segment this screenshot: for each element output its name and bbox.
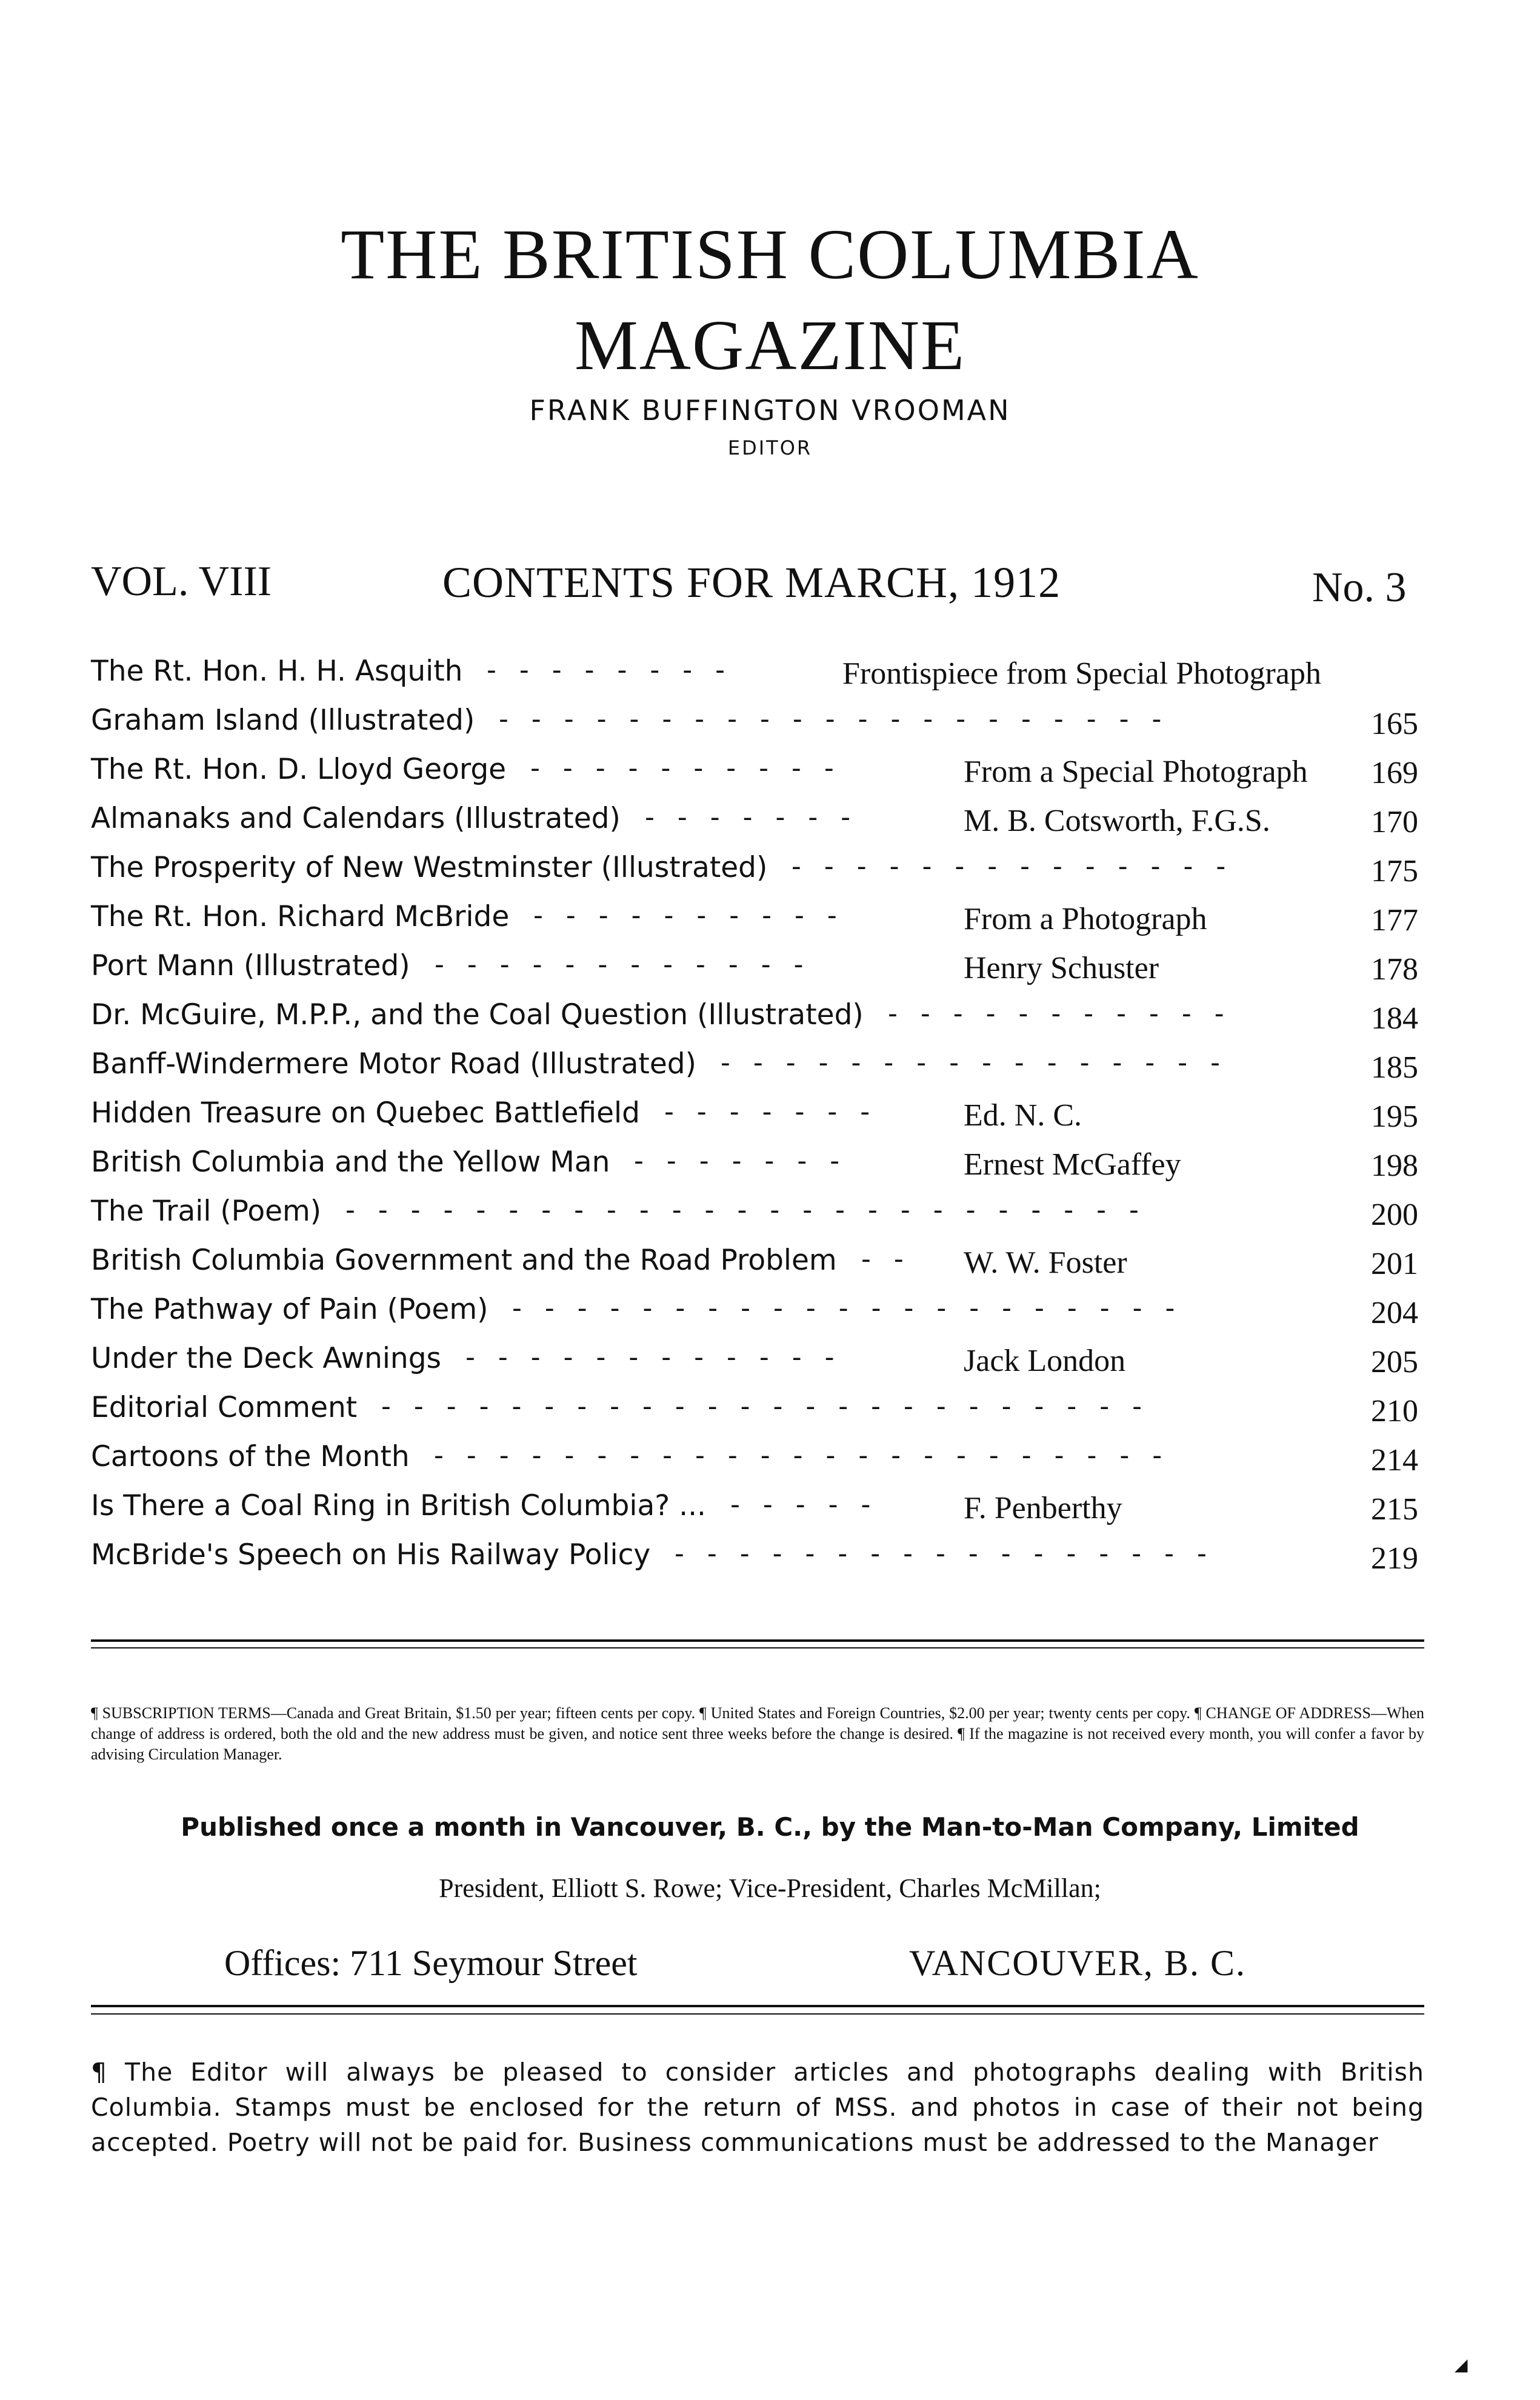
- toc-entry: [91, 1047, 1418, 1096]
- toc-entry-page: 177: [1371, 903, 1418, 938]
- toc-entry-author: Ed. N. C.: [964, 1098, 1082, 1133]
- toc-entry-page: 169: [1371, 756, 1418, 790]
- toc-entry: [91, 1489, 1418, 1538]
- toc-entry: [91, 1342, 1418, 1390]
- toc-leader: ---------------------: [499, 704, 1185, 735]
- toc-entry-page: 175: [1371, 854, 1418, 888]
- toc-entry-page: 170: [1371, 805, 1418, 839]
- toc-entry: [91, 900, 1418, 948]
- toc-entry-page: 195: [1371, 1099, 1418, 1134]
- toc-leader: -----: [730, 1489, 894, 1520]
- toc-entry-title: The Rt. Hon. D. Lloyd George: [91, 753, 507, 786]
- divider-bottom-thick: [91, 2005, 1424, 2007]
- toc-leader: ------------------------: [381, 1391, 1165, 1422]
- toc-entry-page: 205: [1371, 1345, 1418, 1379]
- toc-entry-author: Jack London: [964, 1344, 1126, 1378]
- toc-leader: -----------------------: [434, 1440, 1185, 1471]
- toc-entry-title: The Prosperity of New Westminster (Illustrated): [91, 851, 768, 884]
- toc-entry-author: Henry Schuster: [964, 951, 1159, 985]
- toc-entry-title: The Rt. Hon. Richard McBride: [91, 900, 510, 933]
- toc-entry-title: Dr. McGuire, M.P.P., and the Coal Question (Illustrated): [91, 998, 864, 1032]
- editor-role: EDITOR: [727, 436, 813, 459]
- toc-entry-author: F. Penberthy: [964, 1491, 1122, 1525]
- toc-entry-author: W. W. Foster: [964, 1245, 1127, 1280]
- toc-entry-title: Hidden Treasure on Quebec Battlefield: [91, 1096, 640, 1130]
- editor-name: FRANK BUFFINGTON VROOMAN: [529, 394, 1011, 427]
- toc-entry-title: Graham Island (Illustrated): [91, 704, 475, 737]
- toc-entry-title: British Columbia and the Yellow Man: [91, 1145, 610, 1179]
- toc-leader: -------------------------: [345, 1195, 1162, 1225]
- toc-entry: [91, 1195, 1418, 1243]
- contents-heading: CONTENTS FOR MARCH, 1912: [442, 558, 1061, 607]
- toc-entry-title: Banff-Windermere Motor Road (Illustrated): [91, 1047, 696, 1081]
- toc-entry-author: From a Photograph: [964, 902, 1207, 936]
- toc-entry: [91, 802, 1418, 850]
- toc-entry-page: 214: [1371, 1443, 1418, 1478]
- toc-leader: -------: [645, 802, 874, 833]
- toc-entry-page: 200: [1371, 1198, 1418, 1232]
- toc-leader: --------------: [792, 851, 1249, 882]
- volume-label: VOL. VIII: [91, 558, 272, 605]
- divider-bottom-thin: [91, 2013, 1424, 2015]
- divider-top-thin: [91, 1647, 1424, 1648]
- toc-leader: ------------: [435, 949, 827, 980]
- offices-address: Offices: 711 Seymour Street: [224, 1943, 638, 1983]
- toc-entry-author: M. B. Cotsworth, F.G.S.: [964, 804, 1270, 838]
- toc-entry-title: McBride's Speech on His Railway Policy: [91, 1538, 651, 1572]
- toc-leader: ------------: [465, 1342, 858, 1373]
- toc-entry: [91, 1391, 1418, 1439]
- toc-entry-title: Port Mann (Illustrated): [91, 949, 410, 982]
- toc-leader: -------: [664, 1096, 893, 1127]
- corner-mark: ◢: [1455, 2355, 1468, 2375]
- toc-leader: --: [861, 1244, 927, 1275]
- subscription-terms: ¶ SUBSCRIPTION TERMS—Canada and Great Britain, $1.50 per year; fifteen cents per copy. ¶ United States and Foreign Countries, $2.00 per year; twenty cents per copy. ¶ CHANGE OF ADDRESS—When change of address is ordered, both the old and the new address must be given, and notice sent three weeks before the change is desired. ¶ If the magazine is not received every month, you will confer a favor by advising Circulation Manager.: [91, 1704, 1424, 1763]
- toc-entry-title: Cartoons of the Month: [91, 1440, 410, 1473]
- toc-leader: ----------------: [721, 1047, 1244, 1078]
- toc-entry-page: 204: [1371, 1296, 1418, 1330]
- published-line: Published once a month in Vancouver, B. C., by the Man-to-Man Company, Limited: [181, 1812, 1359, 1842]
- toc-entry-author: Ernest McGaffey: [964, 1147, 1181, 1182]
- magazine-title: [0, 209, 1540, 391]
- toc-entry-title: The Rt. Hon. H. H. Asquith: [91, 655, 463, 688]
- toc-entry-page: 165: [1371, 707, 1418, 741]
- toc-entry-page: 178: [1371, 952, 1418, 987]
- toc-entry: [91, 949, 1418, 998]
- toc-leader: ---------------------: [512, 1293, 1198, 1324]
- toc-leader: -----------: [888, 998, 1247, 1029]
- toc-entry-title: Under the Deck Awnings: [91, 1342, 442, 1375]
- toc-entry: [91, 753, 1418, 801]
- toc-entry-page: 184: [1371, 1001, 1418, 1036]
- toc-entry-title: The Trail (Poem): [91, 1195, 322, 1228]
- toc-entry-page: 219: [1371, 1541, 1418, 1576]
- toc-entry-page: 201: [1371, 1247, 1418, 1281]
- toc-entry: [91, 998, 1418, 1047]
- toc-leader: --------: [487, 655, 748, 685]
- toc-entry: [91, 1145, 1418, 1194]
- toc-entry-author: From a Special Photograph: [964, 755, 1308, 789]
- divider-top-thick: [91, 1639, 1424, 1642]
- toc-entry-author: Frontispiece from Special Photograph: [842, 656, 1321, 691]
- toc-entry: [91, 1538, 1418, 1587]
- toc-entry-title: Is There a Coal Ring in British Columbia? ...: [91, 1489, 706, 1522]
- editor-note: ¶ The Editor will always be pleased to consider articles and photographs dealing with British Columbia. Stamps must be enclosed for the return of MSS. and photos in case of their not being accepted. Poetry will not be paid for. Business communications must be addressed to the Manager: [91, 2058, 1424, 2157]
- toc-entry-page: 185: [1371, 1050, 1418, 1085]
- toc-entry: [91, 1293, 1418, 1341]
- toc-leader: ----------: [533, 900, 860, 931]
- office-city: VANCOUVER, B. C.: [909, 1943, 1246, 1983]
- toc-entry-title: The Pathway of Pain (Poem): [91, 1293, 488, 1326]
- toc-entry-page: 215: [1371, 1492, 1418, 1527]
- toc-entry: [91, 704, 1418, 752]
- toc-leader: -----------------: [675, 1538, 1230, 1569]
- toc-entry: [91, 1440, 1418, 1488]
- toc-entry: [91, 1096, 1418, 1145]
- issue-number: No. 3: [1312, 564, 1407, 611]
- toc-entry-title: Editorial Comment: [91, 1391, 358, 1424]
- toc-leader: -------: [634, 1145, 863, 1176]
- toc-entry: [91, 1244, 1418, 1292]
- toc-entry-page: 198: [1371, 1148, 1418, 1183]
- toc-entry: [91, 655, 1418, 703]
- title-line-1: THE BRITISH COLUMBIA: [341, 215, 1199, 294]
- toc-entry-title: Almanaks and Calendars (Illustrated): [91, 802, 621, 835]
- officers-line: President, Elliott S. Rowe; Vice-President, Charles McMillan;: [439, 1873, 1101, 1903]
- toc-entry-title: British Columbia Government and the Road Problem: [91, 1244, 837, 1277]
- toc-entry-page: 210: [1371, 1394, 1418, 1428]
- title-line-2: MAGAZINE: [574, 305, 966, 385]
- toc-leader: ----------: [530, 753, 857, 784]
- toc-entry: [91, 851, 1418, 899]
